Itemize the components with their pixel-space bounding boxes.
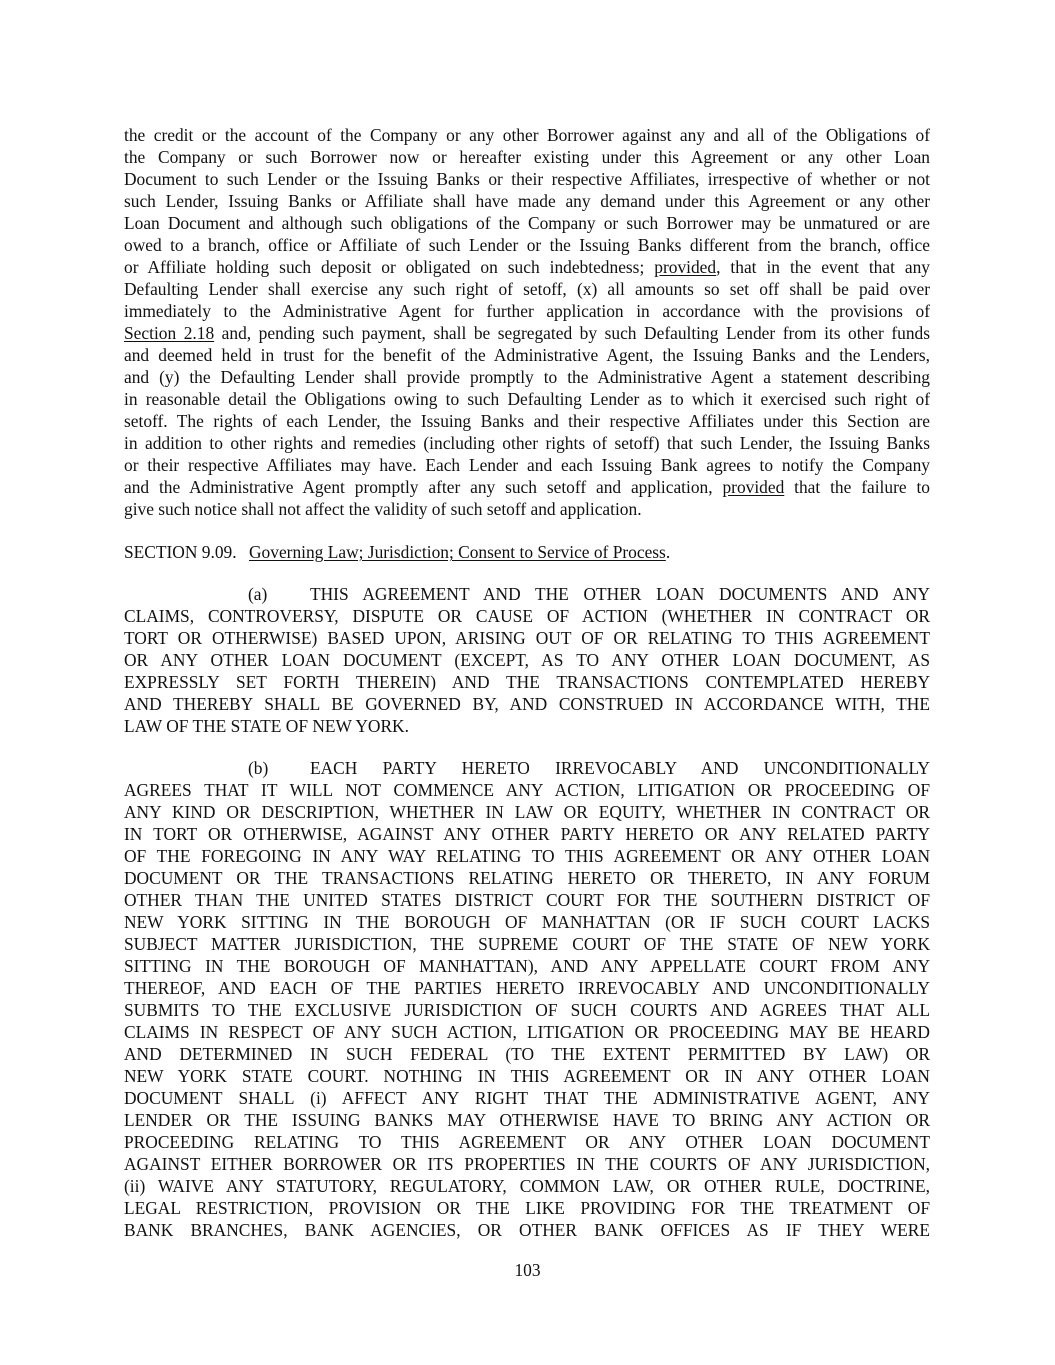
section-heading <box>124 541 930 563</box>
section-number: SECTION 9.09. <box>124 542 237 562</box>
page-number: 103 <box>514 1260 541 1280</box>
setoff-line: in reasonable detail the Obligations owing to such Defaulting Lender as to which it exercised such right of <box>124 389 930 409</box>
clause-a-line: TORT OR OTHERWISE) BASED UPON, ARISING OUT OF OR RELATING TO THIS AGREEMENT <box>124 628 930 648</box>
clause-b-line: DOCUMENT OR THE TRANSACTIONS RELATING HERETO OR THERETO, IN ANY FORUM <box>124 868 930 888</box>
clause-b-line: NEW YORK STATE COURT. NOTHING IN THIS AGREEMENT OR IN ANY OTHER LOAN <box>124 1066 930 1086</box>
clause-a-first-line <box>124 583 930 605</box>
clause-a-label: (a) <box>248 584 268 604</box>
clause-b-line: ANY KIND OR DESCRIPTION, WHETHER IN LAW OR EQUITY, WHETHER IN CONTRACT OR <box>124 802 930 822</box>
setoff-line <box>124 476 930 498</box>
section-title: Governing Law; Jurisdiction; Consent to Service of Process <box>249 542 666 562</box>
setoff-line: the credit or the account of the Company or any other Borrower against any and all of the Obligations of <box>124 125 930 145</box>
clause-b-line: THEREOF, AND EACH OF THE PARTIES HERETO IRREVOCABLY AND UNCONDITIONALLY <box>124 978 930 998</box>
setoff-line: owed to a branch, office or Affiliate of such Lender or the Issuing Banks different from the branch, office <box>124 235 930 255</box>
clause-b-line: NEW YORK SITTING IN THE BOROUGH OF MANHATTAN (OR IF SUCH COURT LACKS <box>124 912 930 932</box>
setoff-line: and (y) the Defaulting Lender shall provide promptly to the Administrative Agent a statement describing <box>124 367 930 387</box>
clause-b-line: SITTING IN THE BOROUGH OF MANHATTAN), AND ANY APPELLATE COURT FROM ANY <box>124 956 930 976</box>
clause-b-line: IN TORT OR OTHERWISE, AGAINST ANY OTHER PARTY HERETO OR ANY RELATED PARTY <box>124 824 930 844</box>
clause-b-line: OTHER THAN THE UNITED STATES DISTRICT COURT FOR THE SOUTHERN DISTRICT OF <box>124 890 930 910</box>
provided-term: provided <box>722 477 785 497</box>
clause-b-label: (b) <box>248 758 269 778</box>
clause-b-line: AND DETERMINED IN SUCH FEDERAL (TO THE EXTENT PERMITTED BY LAW) OR <box>124 1044 930 1064</box>
setoff-text: and, pending such payment, shall be segregated by such Defaulting Lender from its other funds <box>214 323 930 343</box>
setoff-line: Loan Document and although such obligations of the Company or such Borrower may be unmatured or are <box>124 213 930 233</box>
setoff-line: in addition to other rights and remedies (including other rights of setoff) that such Lender, the Issuing Banks <box>124 433 930 453</box>
clause-b-line: OF THE FOREGOING IN ANY WAY RELATING TO THIS AGREEMENT OR ANY OTHER LOAN <box>124 846 930 866</box>
setoff-text: that the failure to <box>784 477 930 497</box>
clause-a-line: CLAIMS, CONTROVERSY, DISPUTE OR CAUSE OF ACTION (WHETHER IN CONTRACT OR <box>124 606 930 626</box>
setoff-line <box>124 256 930 278</box>
setoff-text: or Affiliate holding such deposit or obligated on such indebtedness; <box>124 257 655 277</box>
setoff-line: the Company or such Borrower now or hereafter existing under this Agreement or any other Loan <box>124 147 930 167</box>
section-title-period: . <box>665 542 671 562</box>
clause-b-line: BANK BRANCHES, BANK AGENCIES, OR OTHER BANK OFFICES AS IF THEY WERE <box>124 1220 930 1240</box>
setoff-text: and the Administrative Agent promptly after any such setoff and application, <box>124 477 723 497</box>
clause-b-line: AGAINST EITHER BORROWER OR ITS PROPERTIES IN THE COURTS OF ANY JURISDICTION, <box>124 1154 930 1174</box>
setoff-line: or their respective Affiliates may have. Each Lender and each Issuing Bank agrees to notify the Company <box>124 455 930 475</box>
clause-a-line: AND THEREBY SHALL BE GOVERNED BY, AND CONSTRUED IN ACCORDANCE WITH, THE <box>124 694 930 714</box>
clause-b-line: PROCEEDING RELATING TO THIS AGREEMENT OR ANY OTHER LOAN DOCUMENT <box>124 1132 930 1152</box>
section-2-18-reference: Section 2.18 <box>124 323 215 343</box>
clause-a-line: OR ANY OTHER LOAN DOCUMENT (EXCEPT, AS TO ANY OTHER LOAN DOCUMENT, AS <box>124 650 930 670</box>
clause-b-line: LEGAL RESTRICTION, PROVISION OR THE LIKE PROVIDING FOR THE TREATMENT OF <box>124 1198 930 1218</box>
setoff-line: Defaulting Lender shall exercise any such right of setoff, (x) all amounts so set off shall be paid over <box>124 279 930 299</box>
setoff-line: Document to such Lender or the Issuing Banks or their respective Affiliates, irrespective of whether or not <box>124 169 930 189</box>
clause-b-line: SUBMITS TO THE EXCLUSIVE JURISDICTION OF SUCH COURTS AND AGREES THAT ALL <box>124 1000 930 1020</box>
clause-b-text: EACH PARTY HERETO IRREVOCABLY AND UNCONDITIONALLY <box>310 758 930 778</box>
setoff-line: setoff. The rights of each Lender, the Issuing Banks and their respective Affiliates under this Section are <box>124 411 930 431</box>
setoff-line: give such notice shall not affect the validity of such setoff and application. <box>124 499 642 519</box>
clause-a-line: EXPRESSLY SET FORTH THEREIN) AND THE TRANSACTIONS CONTEMPLATED HEREBY <box>124 672 930 692</box>
setoff-line: immediately to the Administrative Agent for further application in accordance with the provisions of <box>124 301 930 321</box>
clause-a-text: THIS AGREEMENT AND THE OTHER LOAN DOCUMENTS AND ANY <box>310 584 930 604</box>
setoff-line: such Lender, Issuing Banks or Affiliate shall have made any demand under this Agreement or any other <box>124 191 930 211</box>
setoff-line: and deemed held in trust for the benefit of the Administrative Agent, the Issuing Banks and the Lenders, <box>124 345 930 365</box>
clause-b-line: AGREES THAT IT WILL NOT COMMENCE ANY ACTION, LITIGATION OR PROCEEDING OF <box>124 780 930 800</box>
clause-b-first-line <box>124 757 930 779</box>
clause-b-line: CLAIMS IN RESPECT OF ANY SUCH ACTION, LITIGATION OR PROCEEDING MAY BE HEARD <box>124 1022 930 1042</box>
setoff-text: , that in the event that any <box>716 257 930 277</box>
clause-b-line: (ii) WAIVE ANY STATUTORY, REGULATORY, COMMON LAW, OR OTHER RULE, DOCTRINE, <box>124 1176 930 1196</box>
provided-term: provided <box>654 257 717 277</box>
clause-a-line: LAW OF THE STATE OF NEW YORK. <box>124 716 409 736</box>
clause-b-line: DOCUMENT SHALL (i) AFFECT ANY RIGHT THAT THE ADMINISTRATIVE AGENT, ANY <box>124 1088 930 1108</box>
clause-b-line: SUBJECT MATTER JURISDICTION, THE SUPREME COURT OF THE STATE OF NEW YORK <box>124 934 930 954</box>
clause-b-line: LENDER OR THE ISSUING BANKS MAY OTHERWISE HAVE TO BRING ANY ACTION OR <box>124 1110 930 1130</box>
setoff-line <box>124 322 930 344</box>
